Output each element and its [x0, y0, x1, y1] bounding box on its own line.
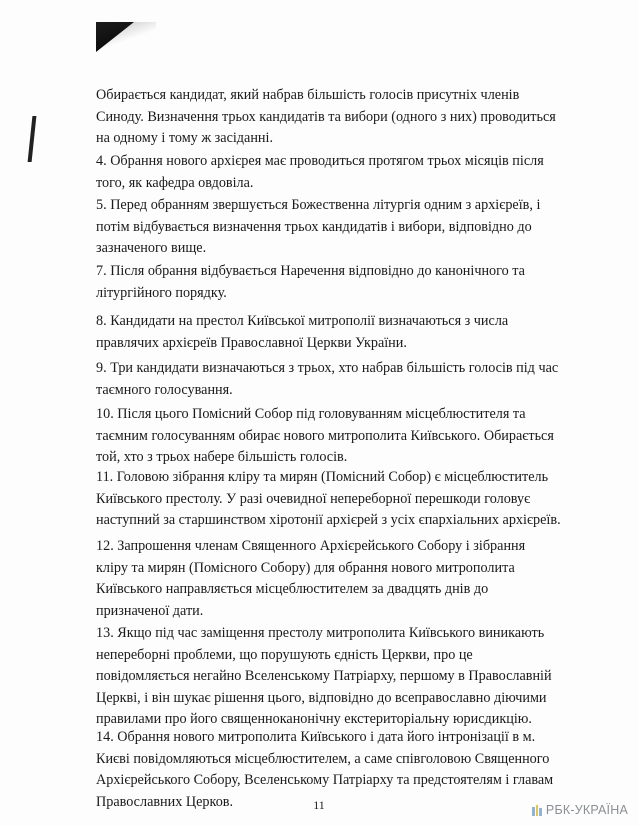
text-line: правилами про його священноканонічну екстериторіальну юрисдикцію.: [96, 711, 532, 727]
text-line: 9. Три кандидати визначаються з трьох, хто набрав більшість голосів під час: [96, 360, 559, 376]
text-line: Києві повідомляються місцеблюстителем, а саме співголовою Священного: [96, 750, 550, 767]
paragraph-8: [96, 311, 576, 354]
text-line: наступний за старшинством хіротонії архієрей з усіх єпархіальних архієреїв.: [96, 512, 561, 528]
paragraph-5: [96, 195, 576, 260]
paragraph-continuation: [96, 85, 576, 150]
text-line: 7. Після обрання відбувається Наречення відповідно до канонічного та: [96, 263, 525, 279]
text-line: 14. Обрання нового митрополита Київського і дата його інтронізації в м.: [96, 729, 536, 745]
text-line: призначеної дати.: [96, 602, 204, 619]
text-line: того, як кафедра овдовіла.: [96, 174, 254, 191]
paragraph-12: [96, 536, 576, 622]
text-line: літургійного порядку.: [96, 284, 227, 301]
text-line: 10. Після цього Помісний Собор під головуванням місцеблюстителя та: [96, 406, 526, 422]
text-line: правлячих архієреїв Православної Церкви України.: [96, 334, 407, 351]
page-number: 11: [313, 798, 325, 812]
text-line: зазначеного вище.: [96, 240, 207, 256]
text-line: таємним голосуванням обирає нового митрополита Київського. Обирається: [96, 427, 554, 444]
paragraph-13: [96, 623, 576, 731]
watermark-text: РБК-УКРАЇНА: [545, 803, 628, 817]
rbc-logo-icon: [532, 805, 542, 816]
text-line: 5. Перед обранням звершується Божественна літургія одним з архієреїв, і: [96, 197, 541, 213]
text-line: повідомляється негайно Вселенському Патріарху, першому в Православній: [96, 668, 552, 684]
watermark: [532, 803, 628, 817]
text-line: таємного голосування.: [96, 381, 233, 398]
text-line: 11. Головою зібрання кліру та мирян (Помісний Собор) є місцеблюститель: [96, 469, 549, 485]
text-line: 12. Запрошення членам Священного Архієрейського Собору і зібрання: [96, 538, 526, 554]
text-line: Обирається кандидат, який набрав більшість голосів присутніх членів: [96, 87, 520, 103]
text-line: Православних Церков.: [96, 793, 234, 810]
text-line: Київського престолу. У разі очевидної непереборної перешкоди головує: [96, 490, 531, 507]
paragraph-11: [96, 467, 576, 532]
paragraph-9: [96, 358, 576, 401]
scan-edge-mark: [28, 116, 37, 162]
text-line: Синоду. Визначення трьох кандидатів та вибори (одного з них) проводиться: [96, 108, 556, 125]
text-line: непереборні проблеми, що порушують єдність Церкви, про це: [96, 646, 473, 663]
paragraph-7: [96, 261, 576, 304]
text-line: на одному і тому ж засіданні.: [96, 130, 273, 146]
text-line: 8. Кандидати на престол Київської митрополії визначаються з числа: [96, 313, 509, 329]
text-line: потім відбувається визначення трьох кандидатів і вибори, відповідно до: [96, 218, 532, 235]
text-line: Церкві, і він шукає рішення цього, відповідно до всеправославно діючими: [96, 689, 547, 706]
text-line: 4. Обрання нового архієрея має проводиться протягом трьох місяців після: [96, 153, 544, 169]
text-line: той, хто з трьох набере більшість голосів.: [96, 449, 348, 465]
text-line: Архієрейського Собору, Вселенському Патріарху та предстоятелям і главам: [96, 772, 554, 788]
text-line: Київського направляється місцеблюстителем за двадцять днів до: [96, 581, 489, 597]
text-line: 13. Якщо під час заміщення престолу митрополита Київського виникають: [96, 625, 545, 641]
paragraph-4: [96, 151, 576, 194]
paragraph-10: [96, 404, 576, 469]
scan-corner-fade: [96, 22, 156, 50]
text-line: кліру та мирян (Помісного Собору) для обрання нового митрополита: [96, 559, 515, 576]
